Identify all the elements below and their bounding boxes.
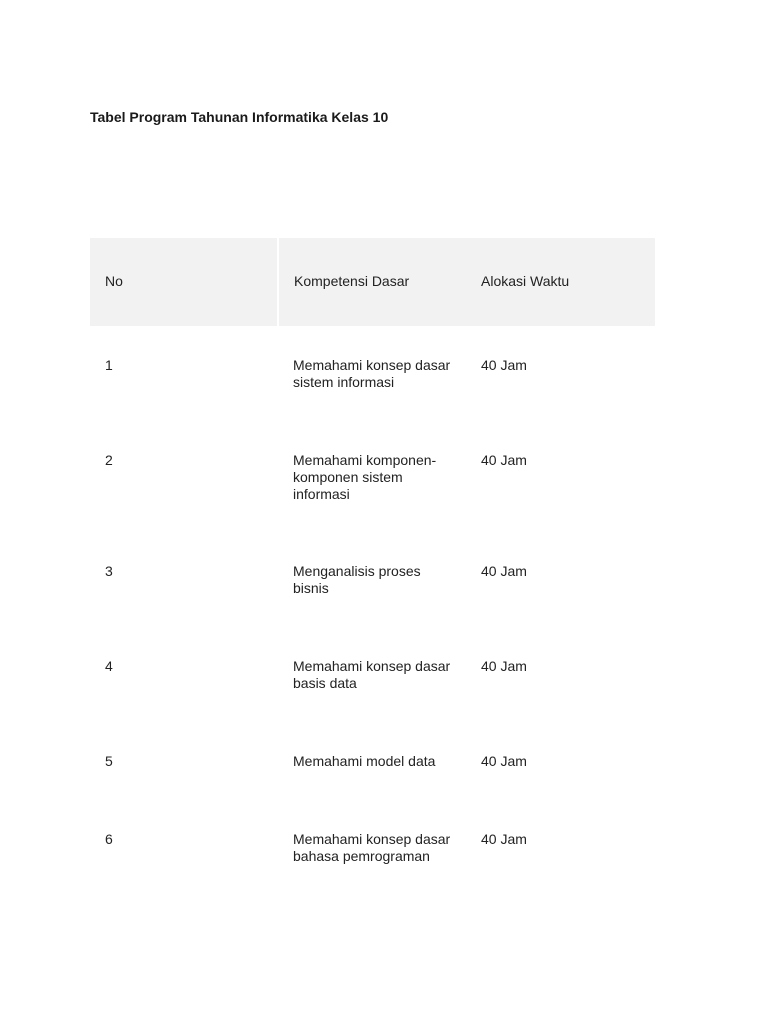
document-title: Tabel Program Tahunan Informatika Kelas 10: [90, 109, 389, 125]
table-row: [90, 532, 655, 627]
cell-alokasi-waktu: 40 Jam: [481, 357, 527, 373]
cell-alokasi-waktu: 40 Jam: [481, 563, 527, 579]
table-row: [90, 627, 655, 722]
cell-alokasi-waktu: 40 Jam: [481, 831, 527, 847]
column-header-alokasi-waktu: Alokasi Waktu: [466, 238, 655, 326]
table-header-row: [90, 238, 655, 326]
cell-kompetensi-dasar: Memahami model data: [293, 753, 436, 769]
cell-no: 2: [105, 452, 113, 468]
cell-kompetensi-dasar: Memahami komponen-komponen sistem informasi: [293, 452, 437, 502]
program-table: [90, 238, 655, 865]
table-header: [90, 238, 655, 326]
cell-kompetensi-dasar: Memahami konsep dasar sistem informasi: [293, 357, 451, 390]
cell-alokasi-waktu: 40 Jam: [481, 452, 527, 468]
cell-kompetensi-dasar: Memahami konsep dasar bahasa pemrograman: [293, 831, 451, 864]
cell-no: 4: [105, 658, 113, 674]
table-row: [90, 800, 655, 865]
table-body: [90, 326, 655, 865]
cell-no: 6: [105, 831, 113, 847]
cell-kompetensi-dasar: Menganalisis proses bisnis: [293, 563, 421, 596]
cell-no: 5: [105, 753, 113, 769]
cell-no: 3: [105, 563, 113, 579]
table-row: [90, 722, 655, 800]
column-header-no: No: [90, 238, 278, 326]
table-row: [90, 326, 655, 421]
cell-no: 1: [105, 357, 113, 373]
table-row: [90, 421, 655, 532]
column-header-kompetensi-dasar: Kompetensi Dasar: [278, 238, 466, 326]
cell-kompetensi-dasar: Memahami konsep dasar basis data: [293, 658, 451, 691]
cell-alokasi-waktu: 40 Jam: [481, 658, 527, 674]
cell-alokasi-waktu: 40 Jam: [481, 753, 527, 769]
